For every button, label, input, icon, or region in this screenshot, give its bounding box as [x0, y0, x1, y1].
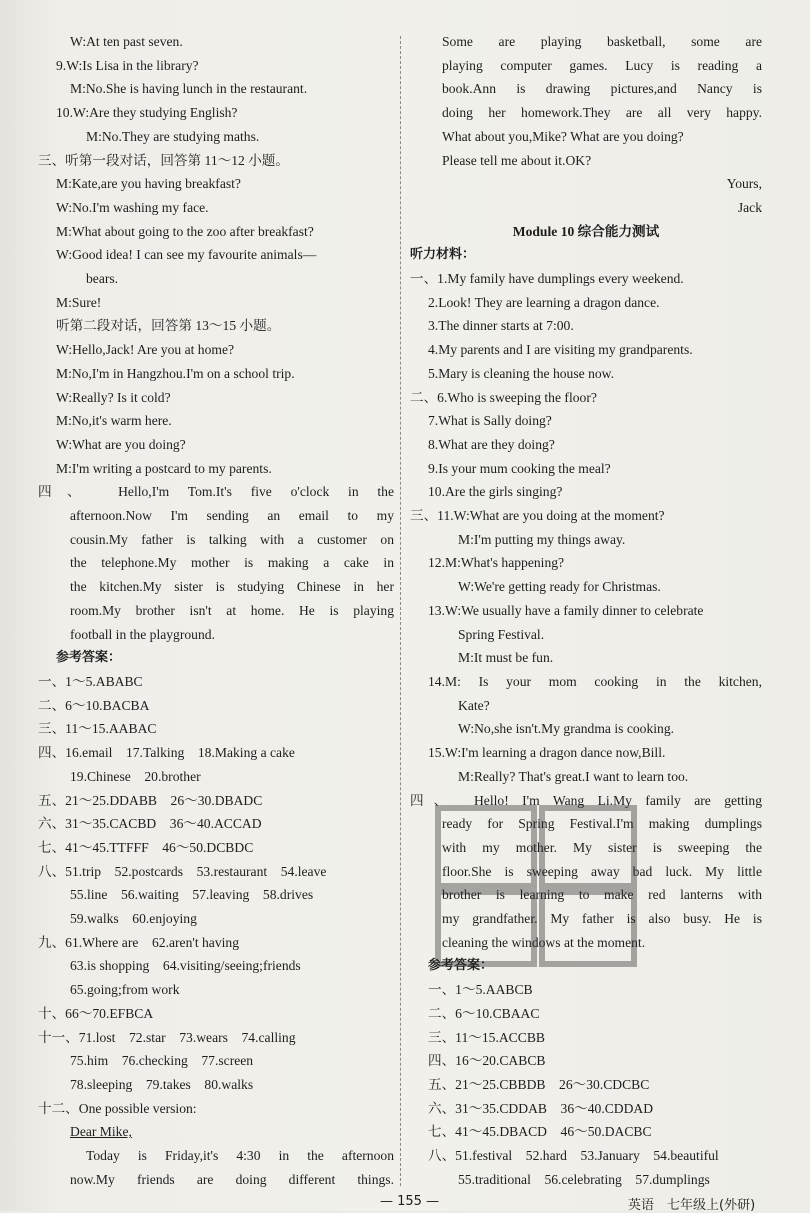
text-line: bears. [86, 271, 119, 287]
text-line: 四、16.email 17.Talking 18.Making a cake [38, 745, 295, 761]
text-line: Spring Festival. [458, 626, 545, 642]
text-line: 55.traditional 56.celebrating 57.dumplings [458, 1171, 710, 1187]
text-line: W:Hello,Jack! Are you at home? [56, 342, 235, 358]
text-line: 19.Chinese 20.brother [70, 768, 201, 784]
text-line: M:No,I'm in Hangzhou.I'm on a school trip. [56, 365, 295, 381]
text-line: 八、51.festival 52.hard 53.January 54.beautiful [428, 1148, 719, 1164]
text-line: 2.Look! They are learning a dragon dance. [428, 294, 660, 310]
text-line: 55.line 56.waiting 57.leaving 58.drives [70, 887, 314, 903]
text-line: 三、听第一段对话，回答第 11～12 小题。 [38, 152, 289, 168]
text-line: 一、1～5.AABCB [428, 982, 533, 998]
text-line: W:We're getting ready for Christmas. [458, 579, 661, 595]
text-line: 8.What are they doing? [428, 436, 555, 452]
book-label: 英语 七年级上(外研) [628, 1198, 756, 1213]
text-line: 九、61.Where are 62.aren't having [38, 934, 239, 950]
page-number: — 155 — [380, 1194, 440, 1209]
text-line: M:I'm writing a postcard to my parents. [56, 460, 272, 476]
text-line: Kate? [458, 697, 490, 713]
text-line: 参考答案： [56, 650, 122, 666]
text-line: 15.W:I'm learning a dragon dance now,Bill. [428, 745, 666, 761]
text-line: 听第二段对话，回答第 13～15 小题。 [56, 318, 281, 334]
text-line: 5.Mary is cleaning the house now. [428, 365, 614, 381]
text-line: 七、41～45.DBACD 46～50.DACBC [428, 1124, 652, 1140]
text-line: 十二、One possible version: [38, 1100, 197, 1116]
text-line: W:No,she isn't.My grandma is cooking. [458, 721, 675, 737]
text-line: Module 10 综合能力测试 [512, 223, 660, 239]
text-line: 10.Are the girls singing? [428, 484, 563, 500]
text-line: 一、1.My family have dumplings every weekend. [410, 271, 684, 287]
text-line: brother is learning to make red lanterns with [442, 887, 762, 903]
text-line: doing her homework.They are all very happy. [442, 105, 762, 121]
text-line: 一、1～5.ABABC [38, 673, 143, 689]
text-line: What about you,Mike? What are you doing? [442, 128, 684, 144]
text-line: M:Kate,are you having breakfast? [56, 176, 241, 192]
text-line: 二、6～10.BACBA [38, 697, 150, 713]
text-line: the telephone.My mother is making a cake in [70, 555, 394, 571]
text-line: 三、11.W:What are you doing at the moment? [410, 508, 665, 524]
text-line: 三、11～15.ACCBB [428, 1029, 545, 1045]
text-line: 63.is shopping 64.visiting/seeing;friends [70, 958, 301, 974]
text-line: 二、6～10.CBAAC [428, 1005, 540, 1021]
text-line: Please tell me about it.OK? [442, 152, 592, 168]
text-line: M:No,it's warm here. [56, 413, 172, 429]
text-line: M:Sure! [56, 294, 102, 310]
text-line: my grandfather. My father is also busy. He is [442, 911, 762, 927]
text-line: cleaning the windows at the moment. [442, 934, 646, 950]
text-line: W:Good idea! I can see my favourite animals— [56, 247, 317, 263]
right-column [410, 30, 762, 1191]
text-line: 参考答案： [428, 958, 494, 974]
text-line: cousin.My father is talking with a customer on [70, 531, 394, 547]
column-divider [400, 36, 401, 1186]
text-line: floor.She is sweeping away bad luck. My little [442, 863, 762, 879]
text-line: now.My friends are doing different things. [70, 1171, 394, 1187]
text-line: 65.going;from work [70, 982, 180, 998]
text-line: ready for Spring Festival.I'm making dumplings [442, 816, 762, 832]
text-line: Yours, [726, 176, 762, 192]
watermark-stamp [432, 800, 642, 970]
text-line: M:What about going to the zoo after breakfast? [56, 223, 314, 239]
text-line: Jack [737, 199, 762, 215]
text-line: the kitchen.My sister is studying Chinese in her [70, 579, 394, 595]
text-line: 75.him 76.checking 77.screen [70, 1053, 254, 1069]
text-line: 59.walks 60.enjoying [70, 911, 197, 927]
text-line: book.Ann is drawing pictures,and Nancy is [442, 81, 762, 97]
text-line: 3.The dinner starts at 7:00. [428, 318, 574, 334]
text-line: 五、21～25.DDABB 26～30.DBADC [38, 792, 263, 808]
text-line: W:What are you doing? [56, 436, 186, 452]
text-line: 四、16～20.CABCB [428, 1053, 546, 1069]
text-line: W:No.I'm washing my face. [56, 199, 209, 215]
text-line: Dear Mike, [70, 1124, 132, 1140]
text-line: 14.M: Is your mom cooking in the kitchen, [428, 673, 762, 689]
text-line: 十一、71.lost 72.star 73.wears 74.calling [38, 1029, 296, 1045]
text-line: with my mother. My sister is sweeping the [442, 839, 762, 855]
left-column [38, 30, 394, 1191]
text-line: 二、6.Who is sweeping the floor? [410, 389, 597, 405]
text-line: Today is Friday,it's 4:30 in the afternoon [86, 1148, 394, 1164]
text-line: 四、 Hello! I'm Wang Li.My family are getting [410, 792, 762, 808]
text-line: 9.Is your mum cooking the meal? [428, 460, 611, 476]
text-line: W:At ten past seven. [70, 34, 183, 49]
text-line: 10.W:Are they studying English? [56, 105, 238, 121]
text-line: Some are playing basketball, some are [442, 34, 762, 49]
text-line: M:No.They are studying maths. [86, 128, 260, 144]
text-line: 12.M:What's happening? [428, 555, 565, 571]
text-line: 五、21～25.CBBDB 26～30.CDCBC [428, 1076, 650, 1092]
text-line: afternoon.Now I'm sending an email to my [70, 508, 394, 524]
text-line: M:Really? That's great.I want to learn too. [458, 768, 689, 784]
text-line: room.My brother isn't at home. He is playing [70, 602, 394, 618]
text-line: playing computer games. Lucy is reading a [442, 57, 762, 73]
text-line: 7.What is Sally doing? [428, 413, 552, 429]
text-line: football in the playground. [70, 626, 215, 642]
text-line: W:Really? Is it cold? [56, 389, 171, 405]
text-line: M:No.She is having lunch in the restaurant. [70, 81, 308, 97]
text-line: 13.W:We usually have a family dinner to celebrate [428, 602, 704, 618]
text-line: 四、 Hello,I'm Tom.It's five o'clock in the [38, 484, 394, 500]
text-line: M:It must be fun. [458, 650, 554, 666]
text-line: 六、31～35.CDDAB 36～40.CDDAD [428, 1100, 654, 1116]
text-line: 三、11～15.AABAC [38, 721, 157, 737]
text-line: 4.My parents and I are visiting my grandparents. [428, 342, 693, 358]
text-line: 9.W:Is Lisa in the library? [56, 57, 199, 73]
text-line: 十、66～70.EFBCA [38, 1005, 154, 1021]
text-line: M:I'm putting my things away. [458, 531, 626, 547]
text-line: 听力材料： [410, 247, 476, 263]
text-line: 六、31～35.CACBD 36～40.ACCAD [38, 816, 262, 832]
text-line: 78.sleeping 79.takes 80.walks [70, 1076, 254, 1092]
text-line: 七、41～45.TTFFF 46～50.DCBDC [38, 839, 254, 855]
text-line: 八、51.trip 52.postcards 53.restaurant 54.leave [38, 863, 327, 879]
